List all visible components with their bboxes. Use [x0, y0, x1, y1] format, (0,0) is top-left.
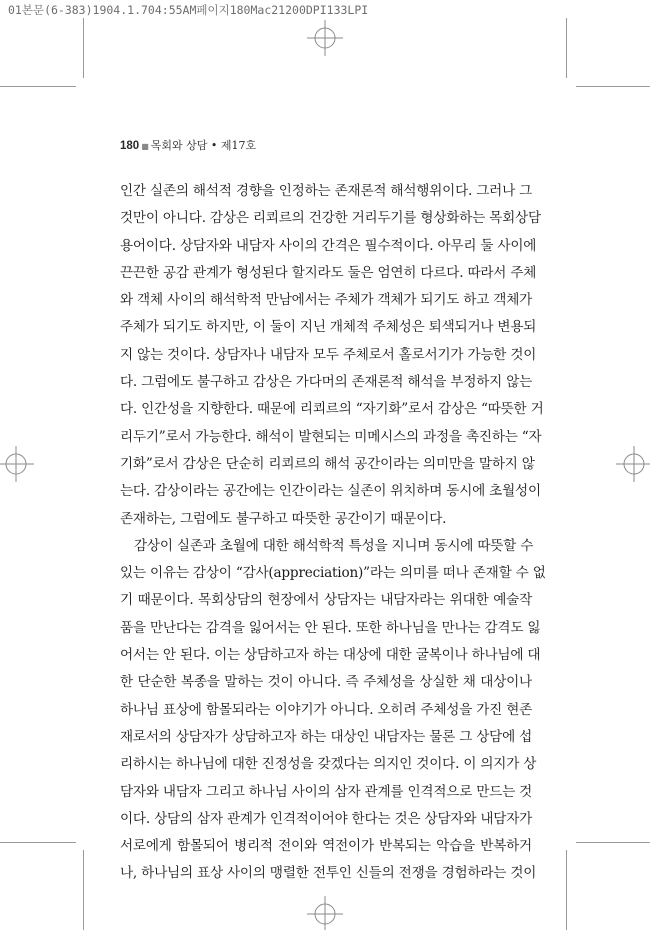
registration-mark-top-icon [307, 20, 343, 56]
text-line: 다. 인간성을 지향한다. 때문에 리쾨르의 “자기화”로서 감상은 “따뜻한 거 [120, 401, 544, 418]
crop-mark-bottom-left-horizontal [0, 842, 76, 843]
text-line: 이다. 상담의 삼자 관계가 인격적이어야 한다는 것은 상담자와 내담자가 [120, 810, 533, 827]
crop-mark-bottom-left-vertical [83, 850, 84, 930]
paragraph [120, 533, 546, 888]
text-line: 나, 하나님의 표상 사이의 맹렬한 전투인 신들의 전쟁을 경험하라는 것이 [120, 865, 537, 882]
crop-mark-bottom-right-horizontal [576, 842, 650, 843]
running-head [120, 137, 256, 153]
text-line: 인간 실존의 해석적 경향을 인정하는 존재론적 해석행위이다. 그러나 그 [120, 183, 533, 199]
text-line: 서로에게 함몰되어 병리적 전이와 역전이가 반복되는 악습을 반복하거 [120, 838, 532, 855]
text-line: 품을 만난다는 감격을 잃어서는 안 된다. 또한 하나님을 만나는 감격도 잃 [120, 619, 541, 636]
registration-mark-left-icon [0, 446, 36, 482]
journal-title: 목회와 상담 • 제17호 [150, 139, 257, 152]
text-line: 와 객체 사이의 해석학적 만남에서는 주체가 객체가 되기도 하고 객체가 [120, 292, 533, 309]
paragraph [120, 178, 544, 533]
crop-mark-bottom-right-vertical [566, 850, 567, 930]
text-line: 리두기”로서 가능한다. 해석이 발현되는 미메시스의 과정을 촉진하는 “자 [120, 428, 542, 445]
text-line: 한 단순한 복종을 말하는 것이 아니다. 즉 주체성을 상실한 채 대상이나 [120, 674, 532, 691]
text-line: 기화”로서 감상은 단순히 리쾨르의 해석 공간이라는 의미만을 말하지 않 [120, 455, 535, 472]
text-line: 주체가 되기도 하지만, 이 둘이 지닌 개체적 주체성은 퇴색되거나 변용되 [120, 319, 537, 336]
text-line: 지 않는 것이다. 상담자나 내담자 모두 주체로서 홀로서기가 가능한 것이 [120, 346, 537, 363]
text-line: 하나님 표상에 함몰되라는 이야기가 아니다. 오히려 주체성을 가진 현존 [120, 701, 533, 718]
text-line: 것만이 아니다. 감상은 리쾨르의 건강한 거리두기를 형상화하는 목회상담 [120, 210, 541, 227]
print-slug-line: 01본문(6-383)1904.1.704:55AM페이지180Mac21200DPI133LPI [8, 3, 369, 17]
text-line: 존재하는, 그럼에도 불구하고 따뜻한 공간이기 때문이다. [120, 510, 447, 527]
text-line: 어서는 안 된다. 이는 상담하고자 하는 대상에 대한 굴복이나 하나님에 대 [120, 647, 541, 664]
page-number: 180 [120, 140, 140, 152]
text-line: 담자와 내담자 그리고 하나님 사이의 삼자 관계를 인격적으로 만드는 것 [120, 783, 533, 800]
crop-mark-top-right-horizontal [576, 86, 650, 87]
registration-mark-right-icon [614, 446, 650, 482]
body-text [120, 178, 546, 888]
registration-mark-bottom-icon [307, 896, 343, 930]
text-line: 감상이 실존과 초월에 대한 해석학적 특성을 지니며 동시에 따뜻할 수 [134, 537, 534, 554]
text-line: 기 때문이다. 목회상담의 현장에서 상담자는 내담자라는 위대한 예술작 [120, 592, 532, 609]
crop-mark-top-left-vertical [83, 18, 84, 78]
text-line: 는다. 감상이라는 공간에는 인간이라는 실존이 위치하며 동시에 초월성이 [120, 483, 541, 500]
running-head-separator: ■ [141, 142, 149, 151]
crop-mark-top-left-horizontal [0, 86, 76, 87]
text-line: 끈끈한 공감 관계가 형성된다 할지라도 둘은 엄연히 다르다. 따라서 주체 [120, 264, 537, 281]
text-line: 있는 이유는 감상이 “감사(appreciation)”라는 의미를 떠나 존재할 수 없 [120, 565, 546, 582]
text-line: 용어이다. 상담자와 내담자 사이의 간격은 필수적이다. 아무리 둘 사이에 [120, 237, 537, 254]
crop-mark-top-right-vertical [566, 18, 567, 78]
text-line: 다. 그럼에도 불구하고 감상은 가다머의 존재론적 해석을 부정하지 않는 [120, 374, 533, 391]
text-line: 재로서의 상담자가 상담하고자 하는 대상인 내담자는 물론 그 상담에 섭 [120, 728, 533, 745]
text-line: 리하시는 하나님에 대한 진정성을 갖겠다는 의지인 것이다. 이 의지가 상 [120, 756, 537, 773]
